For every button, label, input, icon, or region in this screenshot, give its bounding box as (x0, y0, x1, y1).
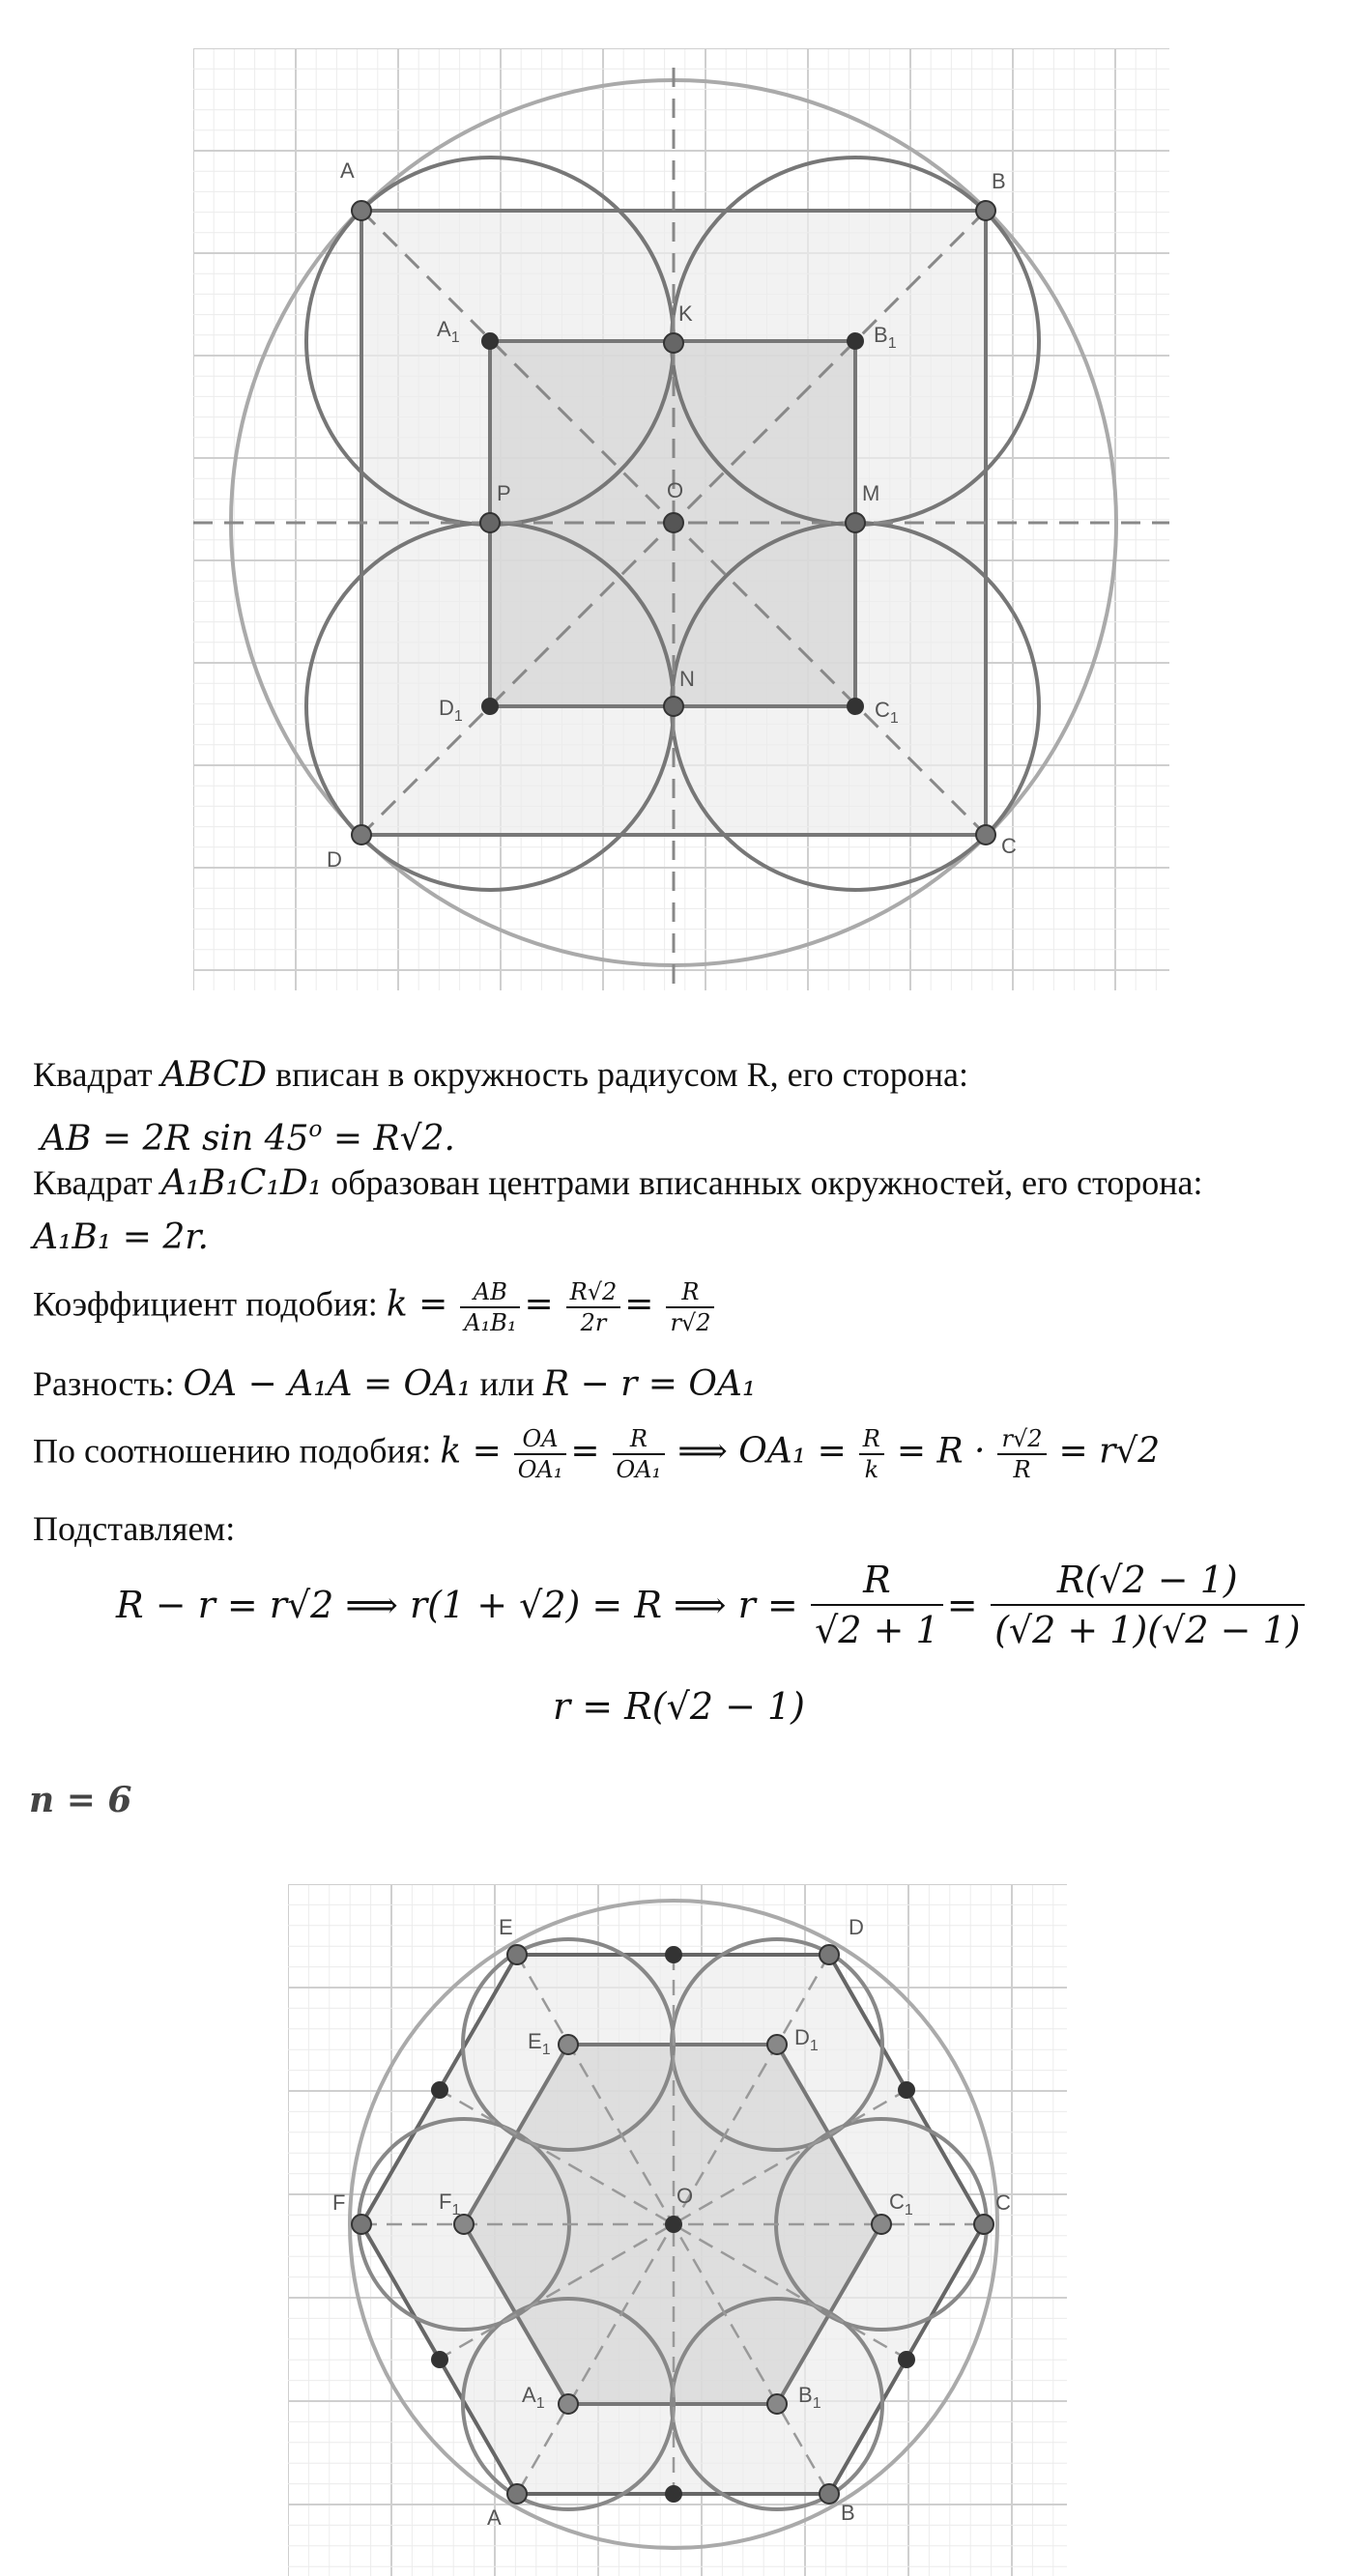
label-C1: $C_1$ (875, 698, 899, 727)
label-D: D (327, 847, 342, 872)
label-A1: $A_1$ (437, 317, 460, 346)
label-C1: $C_1$ (889, 2190, 913, 2218)
label-O: O (676, 2184, 694, 2208)
label-M: M (862, 481, 880, 505)
label-A: A (340, 158, 355, 183)
label-C: C (995, 2190, 1011, 2215)
text-line-6: Разность: OA − A₁A = OA₁ или R − r = OA₁ (33, 1364, 757, 1404)
n-label: n = 6 (29, 1780, 132, 1820)
text-line-3: Квадрат A₁B₁C₁D₁ образован центрами вписанных окружностей, его сторона: (33, 1163, 1203, 1203)
label-N: N (679, 667, 695, 691)
label-B1: $B_1$ (874, 323, 897, 352)
text-line-7: По соотношению подобия: k = $\frac{OA}{\text{OA₁}}$ = $\frac{R}{\text{OA₁}}$ ⟹ OA₁ = $\frac{R}{k}$ = R · $\frac{r√2}{R}$ = r√2 (33, 1425, 1161, 1483)
label-A: A (487, 2505, 502, 2530)
label-A1: $A_1$ (522, 2383, 545, 2412)
label-E: E (499, 1915, 513, 1939)
label-P: P (497, 481, 511, 505)
equation-2: r = R(√2 − 1) (553, 1685, 805, 1728)
text-line-1: Квадрат ABCD вписан в окружность радиусом R, его сторона: (33, 1055, 969, 1095)
label-D1: $D_1$ (439, 696, 463, 725)
label-B: B (841, 2501, 855, 2525)
text-line-4: A₁B₁ = 2r. (33, 1217, 209, 1257)
label-F: F (332, 2190, 346, 2215)
label-K: K (678, 301, 693, 326)
text-line-5: Коэффициент подобия: k = $\frac{AB}{\text{A₁B₁}}$ = $\frac{R√2}{2r}$ = $\frac{R}{r√2}$ (33, 1277, 718, 1337)
text-line-2: AB = 2R $\sin 45^o = R√2$. (41, 1115, 455, 1159)
label-D: D (849, 1915, 864, 1939)
label-D1: $D_1$ (794, 2025, 819, 2054)
label-O: O (667, 478, 684, 502)
equation-1: R − r = r√2 ⟹ r(1 + √2) = R ⟹ r = $\frac{R}{√2 + 1}$ = $\frac{R(√2 - 1)}{(√2 + 1)(√2 - 1)}$ (116, 1556, 1309, 1654)
figure-hexagon (0, 1865, 1353, 2576)
text-line-8: Подставляем: (33, 1509, 236, 1548)
label-B1: $B_1$ (798, 2383, 821, 2412)
label-E1: $E_1$ (528, 2029, 551, 2058)
figure-square (0, 0, 1353, 1005)
label-B: B (992, 169, 1006, 193)
label-C: C (1001, 834, 1017, 858)
label-F1: $F_1$ (439, 2190, 461, 2218)
